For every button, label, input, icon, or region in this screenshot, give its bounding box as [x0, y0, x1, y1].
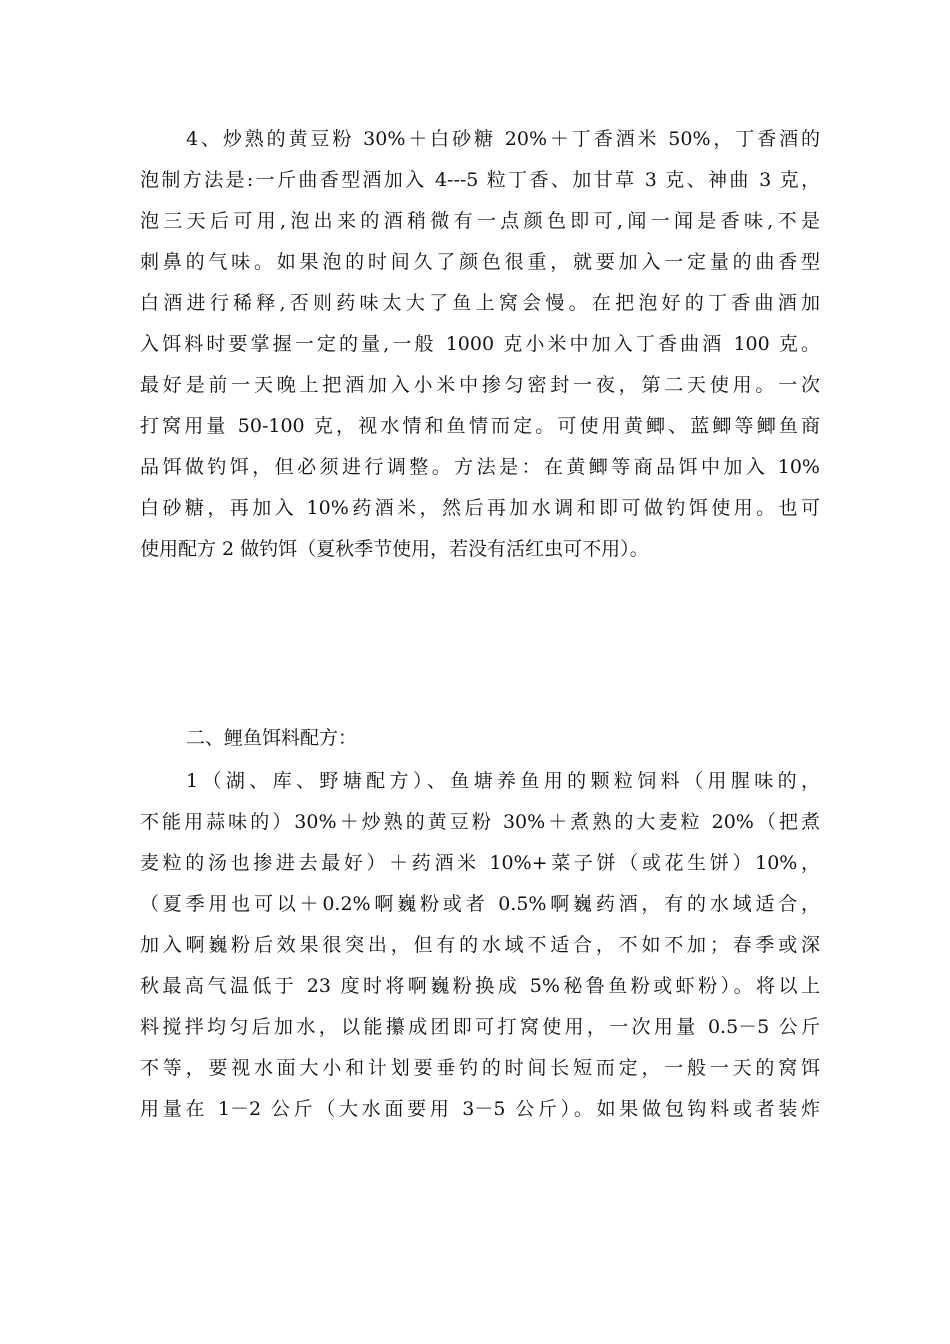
text-line: 品饵做钓饵，但必须进行调整。方法是：在黄鲫等商品饵中加入 10%: [140, 456, 820, 478]
text-line: （夏季用也可以＋0.2%啊巍粉或者 0.5%啊巍药酒，有的水域适合，: [140, 893, 820, 915]
text-line: 使用配方 2 做钓饵（夏秋季节使用，若没有活红虫可不用）。: [140, 538, 649, 560]
text-line: 料搅拌均匀后加水，以能攥成团即可打窝使用，一次用量 0.5－5 公斤: [140, 1016, 820, 1038]
text-line: 泡制方法是:一斤曲香型酒加入 4---5 粒丁香、加甘草 3 克、神曲 3 克，: [140, 169, 820, 191]
text-line: 泡三天后可用,泡出来的酒稍微有一点颜色即可,闻一闻是香味,不是: [140, 210, 820, 232]
section-heading-text: 二、鲤鱼饵料配方：: [186, 727, 358, 749]
section-heading: [140, 718, 820, 759]
text-line: 麦粒的汤也掺进去最好）＋药酒米 10%+菜子饼（或花生饼）10%，: [140, 852, 820, 874]
text-line: 刺鼻的气味。如果泡的时间久了颜色很重，就要加入一定量的曲香型: [140, 251, 820, 273]
text-line: 4、炒熟的黄豆粉 30%＋白砂糖 20%＋丁香酒米 50%，丁香酒的: [186, 128, 820, 150]
text-line: 不等，要视水面大小和计划要垂钓的时间长短而定，一般一天的窝饵: [140, 1057, 820, 1079]
text-line: 用量在 1－2 公斤（大水面要用 3－5 公斤）。如果做包钩料或者装炸: [140, 1098, 820, 1120]
text-line: 秋最高气温低于 23 度时将啊巍粉换成 5%秘鲁鱼粉或虾粉）。将以上: [140, 975, 820, 997]
text-line: 加入啊巍粉后效果很突出，但有的水域不适合，不如不加；春季或深: [140, 934, 820, 956]
text-line: 最好是前一天晚上把酒加入小米中掺匀密封一夜，第二天使用。一次: [140, 374, 820, 396]
text-line: 不能用蒜味的）30%＋炒熟的黄豆粉 30%＋煮熟的大麦粒 20%（把煮: [140, 811, 820, 833]
text-line: 打窝用量 50-100 克，视水情和鱼情而定。可使用黄鲫、蓝鲫等鲫鱼商: [140, 415, 820, 437]
text-line: 入饵料时要掌握一定的量,一般 1000 克小米中加入丁香曲酒 100 克。: [140, 333, 820, 355]
paragraph-dingxiang-recipe: [140, 119, 820, 570]
text-line: 1（湖、库、野塘配方）、鱼塘养鱼用的颗粒饲料（用腥味的，: [186, 770, 820, 792]
paragraph-carp-recipe: [140, 761, 820, 1130]
text-line: 白酒进行稀释,否则药味太大了鱼上窝会慢。在把泡好的丁香曲酒加: [140, 292, 820, 314]
text-line: 白砂糖，再加入 10%药酒米，然后再加水调和即可做钓饵使用。也可: [140, 497, 820, 519]
